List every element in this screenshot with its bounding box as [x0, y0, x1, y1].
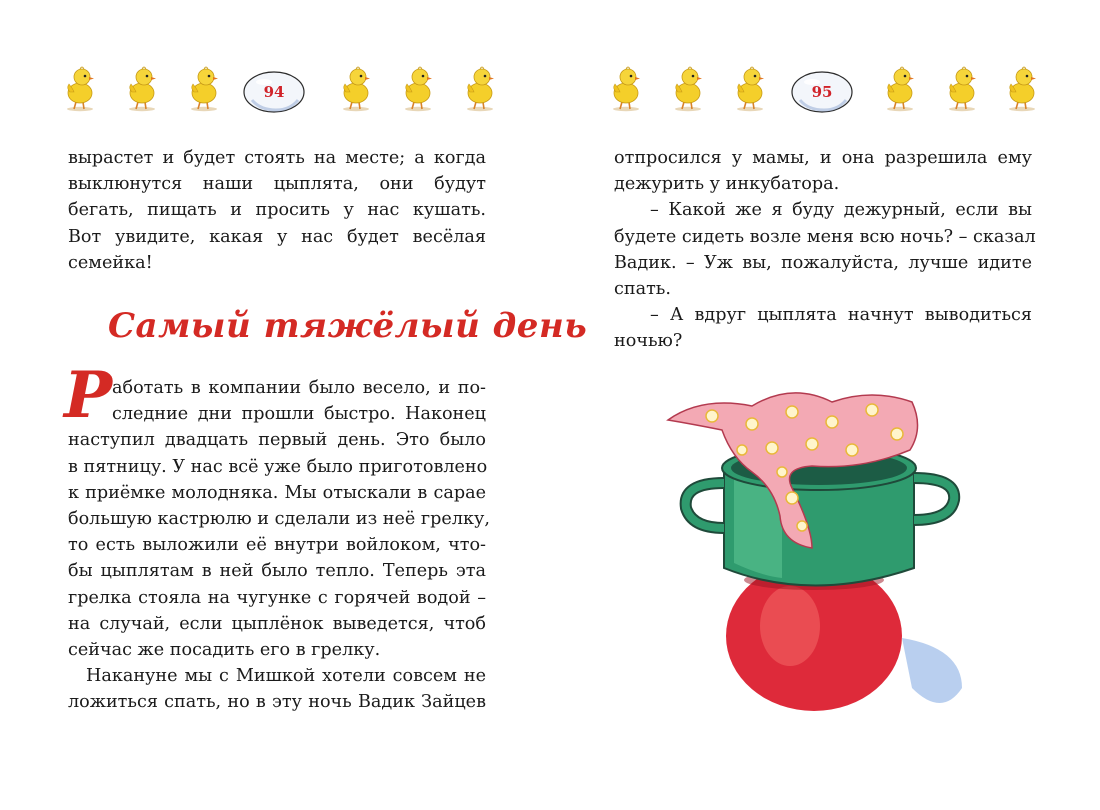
chapter-paragraph	[68, 375, 490, 716]
text-line: большую кастрюлю и сделали из неё грелку,	[68, 509, 490, 530]
left-header-ornament	[0, 62, 550, 114]
text-line: Вадик. – Уж вы, пожалуйста, лучше идите	[614, 252, 1032, 273]
pot-illustration	[662, 388, 982, 728]
continued-paragraph	[68, 145, 486, 276]
text-line: будете сидеть возле меня всю ночь? – сказал	[614, 226, 1036, 247]
text-line: – Какой же я буду дежурный, если вы	[650, 200, 1032, 221]
chick-icon	[122, 62, 162, 112]
text-line: выклюнутся наши цыплята, они будут	[68, 174, 486, 195]
text-line: дежурить у инкубатора.	[614, 174, 840, 195]
chick-icon	[880, 62, 920, 112]
chick-icon	[606, 62, 646, 112]
text-line: вырастет и будет стоять на месте; а когда	[68, 148, 486, 168]
chick-icon	[942, 62, 982, 112]
text-line: Накануне мы с Мишкой хотели совсем не	[86, 666, 486, 687]
chick-icon	[668, 62, 708, 112]
page-number: 95	[811, 83, 833, 101]
chick-icon	[460, 62, 500, 112]
chapter-title: Самый тяжёлый день	[108, 306, 588, 346]
chick-icon	[730, 62, 770, 112]
text-line: ночью?	[614, 331, 683, 352]
chick-icon	[1002, 62, 1042, 112]
page-number: 94	[263, 83, 285, 101]
text-line: спать.	[614, 279, 671, 300]
text-line: бы цыплятам в ней было тепло. Теперь эта	[68, 561, 486, 582]
text-line: к приёмке молодняка. Мы отыскали в сарае	[68, 482, 486, 503]
text-line: то есть выложили её внутри войлоком, что-	[68, 535, 486, 556]
page-number-egg	[790, 70, 854, 114]
drop-cap: Р	[64, 358, 113, 433]
page-number-egg	[242, 70, 306, 114]
text-line: в пятницу. У нас всё уже было приготовлено	[68, 456, 488, 477]
right-text	[614, 145, 1036, 355]
chick-icon	[398, 62, 438, 112]
text-line: аботать в компании было весело, и по-	[112, 378, 486, 398]
text-line: следние дни прошли быстро. Наконец	[112, 404, 486, 425]
text-line: – А вдруг цыплята начнут выводиться	[650, 305, 1032, 326]
chick-icon	[336, 62, 376, 112]
text-line: грелка стояла на чугунке с горячей водой –	[68, 587, 486, 608]
text-line: отпросился у мамы, и она разрешила ему	[614, 148, 1032, 168]
right-header-ornament	[550, 62, 1100, 114]
text-line: сейчас же посадить его в грелку.	[68, 640, 381, 661]
text-line: семейка!	[68, 252, 153, 273]
text-line: на случай, если цыплёнок выведется, чтоб	[68, 613, 486, 634]
text-line: Вот увидите, какая у нас будет весёлая	[68, 226, 486, 247]
chick-icon	[184, 62, 224, 112]
chick-icon	[60, 62, 100, 112]
text-line: ложиться спать, но в эту ночь Вадик Зайцев	[68, 692, 486, 713]
text-line: наступил двадцать первый день. Это было	[68, 430, 486, 451]
text-line: бегать, пищать и просить у нас кушать.	[68, 200, 486, 221]
